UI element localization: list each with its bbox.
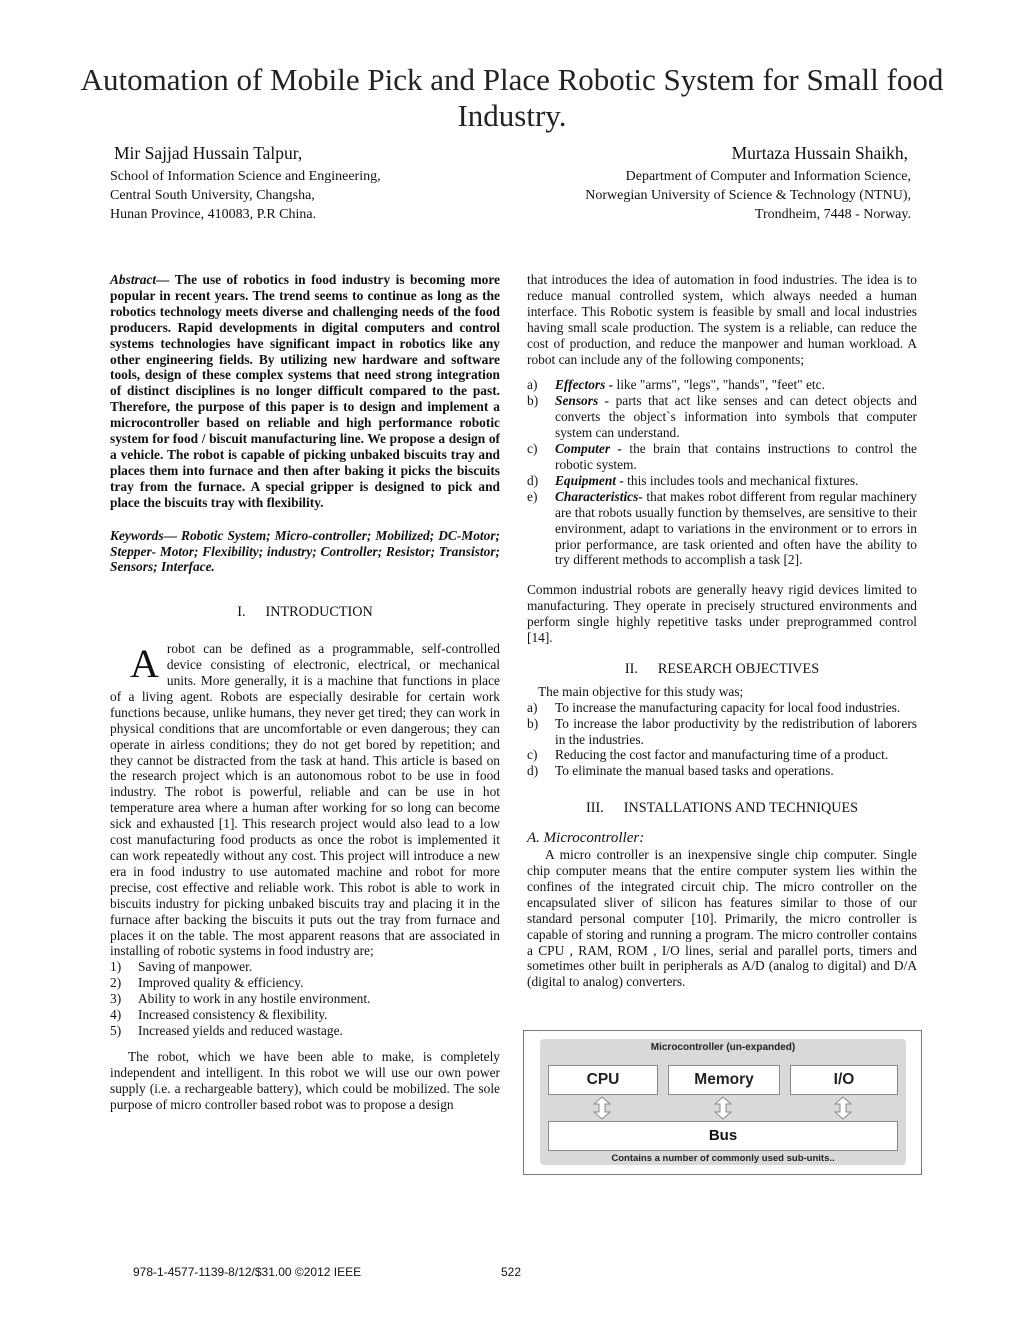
- component-text: that makes robot different from regular machinery are that robots usually function by themselves, are sensitive to their environment, adapt to variations in the environment or to errors in prior performance, are task oriented and often have the ability to try different methods to accomplish a task [2].: [555, 488, 917, 568]
- list-item: [527, 747, 917, 763]
- list-item: [527, 489, 917, 569]
- list-item: [110, 975, 500, 991]
- double-arrow-icon: [593, 1096, 611, 1120]
- intro-text: robot can be defined as a programmable, self-controlled device consisting of electronic, electrical, or mechanical units. More generally, it is a machine that functions in place of a living agent. Robots are especially desirable for certain work functions because, unlike humans, they never get tired; they can work in physical conditions that are uncomfortable or even dangerous; they can operate in airless conditions; they do not get bored by repetition; and they cannot be distracted from the task at hand. This article is based on the research project which is an autonomous robot to be use in food industry. The robot is powerful, reliable and can be use in hot temperature area where a human after working for so long can become sick and exhausted [1]. This research project would also lead to a low cost manufacturing food products as once the robot is implemented it can work repeatedly without any cost. This project will introduce a new era in food industry to use automated machine and robot for more precise, cost effective and reliable work. This robot is able to work in biscuits industry for picking unbaked biscuits tray and placing it in the furnace after backing the biscuits it puts out the tray from furnace and places it on the table. The most apparent reasons that are associated in installing of robotic systems in food industry are;: [110, 641, 500, 959]
- list-item: [527, 393, 917, 441]
- components-list: [527, 377, 917, 568]
- figure-caption: Contains a number of commonly used sub-units..: [611, 1153, 835, 1164]
- keywords-label: Keywords—: [110, 527, 177, 543]
- section-number: III.: [586, 800, 604, 817]
- section-title: INSTALLATIONS AND TECHNIQUES: [623, 800, 858, 817]
- objectives-intro: The main objective for this study was;: [538, 683, 744, 699]
- list-item: [110, 1007, 500, 1023]
- section-heading: [527, 662, 917, 678]
- abstract-label: Abstract—: [110, 272, 170, 287]
- footer-isbn: 978-1-4577-1139-8/12/$31.00 ©2012 IEEE: [133, 1265, 362, 1279]
- reasons-list: [110, 959, 500, 1039]
- section-heading: [110, 605, 500, 621]
- section-title: RESEARCH OBJECTIVES: [657, 660, 820, 677]
- list-item: [527, 377, 917, 393]
- author1-affiliation: [110, 167, 381, 224]
- list-item: [110, 1023, 500, 1039]
- component-term: Effectors -: [555, 377, 614, 393]
- list-text: Improved quality & efficiency.: [138, 975, 304, 991]
- list-label: a): [527, 699, 538, 715]
- component-text: parts that act like senses and can detect objects and converts the object`s information into symbols that computer system can understand.: [555, 393, 917, 441]
- list-label: c): [527, 441, 538, 457]
- list-item: [110, 991, 500, 1007]
- list-text: To increase the labor productivity by the redistribution of laborers in the industries.: [555, 715, 917, 747]
- figure-heading: Microcontroller (un-expanded): [650, 1042, 796, 1053]
- component-text: like "arms", "legs", "hands", "feet" etc.: [613, 377, 825, 393]
- list-item: [527, 716, 917, 748]
- keywords: [110, 528, 500, 576]
- list-item: [527, 441, 917, 473]
- list-text: Reducing the cost factor and manufacturing time of a product.: [555, 747, 889, 763]
- list-text: Increased consistency & flexibility.: [138, 1007, 328, 1023]
- io-box: I/O: [790, 1065, 898, 1095]
- list-item: [527, 700, 917, 716]
- page-number: 522: [501, 1265, 522, 1279]
- section-title: INTRODUCTION: [265, 604, 373, 621]
- aff-line: Hunan Province, 410083, P.R China.: [110, 207, 317, 222]
- author2-affiliation: [585, 167, 911, 224]
- list-text: Ability to work in any hostile environment.: [138, 991, 371, 1007]
- list-label: 1): [110, 959, 122, 975]
- list-text: To increase the manufacturing capacity for local food industries.: [555, 699, 901, 715]
- bus-box: Bus: [548, 1121, 898, 1151]
- list-label: b): [527, 393, 539, 409]
- abstract-text: The use of robotics in food industry is becoming more popular in recent years. The trend seems to continue as long as the robotics technology meets diverse and challenging needs of the food producers. Rapid developments in digital computers and control systems technologies have significant impact in robotics like any other engineering fields. By utilizing new hardware and software tools, design of these complex systems that need strong integration of distinct disciplines is no longer difficult compared to the past. Therefore, the purpose of this paper is to design and implement a microcontroller based on reliable and high performance robotic system for food / biscuit manufacturing line. We propose a design of a vehicle. The robot is capable of picking unbaked biscuits tray and places them into furnace and then after baking it picks the biscuits tray from the furnace. A special gripper is designed to pick and place the biscuits tray with flexibility.: [110, 272, 500, 510]
- section-number: II.: [624, 660, 638, 677]
- double-arrow-icon: [834, 1096, 852, 1120]
- list-label: 3): [110, 991, 122, 1007]
- section-number: I.: [237, 604, 246, 621]
- memory-box: Memory: [668, 1065, 780, 1095]
- aff-line: Trondheim, 7448 - Norway.: [754, 207, 911, 222]
- list-text: Saving of manpower.: [138, 959, 253, 975]
- paragraph-industrial-robots: Common industrial robots are generally heavy rigid devices limited to manufacturing. They operate in precisely structured environments and perform single highly repetitive tasks under preprogrammed control [14].: [527, 582, 917, 646]
- list-label: e): [527, 488, 538, 504]
- section-heading: [527, 801, 917, 817]
- microcontroller-paragraph: A micro controller is an inexpensive single chip computer. Single chip computer means that the entire computer system lies within the confines of the integrated circuit chip. The micro controller on the encapsulated sliver of silicon has features similar to those of our standard personal computer [10]. Primarily, the micro controller is capable of storing and running a program. The micro controller contains a CPU , RAM, ROM , I/O lines, serial and parallel ports, timers and sometimes other built in peripherals as A/D (analog to digital) and D/A (digital to analog) converters.: [527, 847, 917, 990]
- component-term: Equipment -: [555, 472, 624, 488]
- list-item: [527, 473, 917, 489]
- paragraph-continued: that introduces the idea of automation in food industries. The idea is to reduce manual controlled system, which always needed a human interface. This Robotic system is feasible by small and local industries having small scale production. The system is a reliable, can reduce the cost of production, and reduce the manpower and human workload. A robot can include any of the following components;: [527, 272, 917, 367]
- component-text: the brain that contains instructions to control the robotic system.: [555, 441, 917, 472]
- list-label: 2): [110, 975, 122, 991]
- objectives-list: [527, 700, 917, 780]
- aff-line: Department of Computer and Information Science,: [625, 169, 911, 184]
- subsection-heading: A. Microcontroller:: [527, 830, 645, 847]
- intro-paragraph: [110, 641, 500, 959]
- author2-name: Murtaza Hussain Shaikh,: [731, 143, 908, 163]
- list-text: Increased yields and reduced wastage.: [138, 1022, 343, 1038]
- right-column: [527, 272, 917, 990]
- drop-cap: A: [130, 641, 159, 687]
- component-term: Computer -: [555, 441, 622, 457]
- list-label: a): [527, 377, 538, 393]
- list-item: [110, 959, 500, 975]
- list-label: b): [527, 715, 539, 731]
- aff-line: School of Information Science and Engineering,: [110, 169, 381, 184]
- list-label: c): [527, 747, 538, 763]
- list-item: [527, 763, 917, 779]
- list-text: To eliminate the manual based tasks and operations.: [555, 763, 834, 779]
- list-label: 5): [110, 1022, 122, 1038]
- list-label: d): [527, 763, 539, 779]
- list-label: d): [527, 472, 539, 488]
- left-column: [110, 272, 500, 1113]
- keywords-text: Robotic System; Micro-controller; Mobilized; DC-Motor; Stepper- Motor; Flexibility; industry; Controller; Resistor; Transistor; Sensors; Interface.: [110, 527, 500, 575]
- aff-line: Norwegian University of Science & Technology (NTNU),: [585, 188, 911, 203]
- paper-title: Automation of Mobile Pick and Place Robotic System for Small food Industry.: [80, 62, 944, 133]
- list-label: 4): [110, 1007, 122, 1023]
- aff-line: Central South University, Changsha,: [110, 188, 315, 203]
- microcontroller-figure: [523, 1030, 922, 1175]
- figure-panel: [540, 1039, 906, 1165]
- cpu-box: CPU: [548, 1065, 658, 1095]
- abstract: [110, 272, 500, 511]
- double-arrow-icon: [714, 1096, 732, 1120]
- intro-paragraph-2: The robot, which we have been able to make, is completely independent and intelligent. In this robot we will use our own power supply (i.e. a rechargeable battery), which could be mobilized. The sole purpose of micro controller based robot was to propose a design: [110, 1048, 500, 1112]
- author1-name: Mir Sajjad Hussain Talpur,: [114, 143, 303, 163]
- component-text: this includes tools and mechanical fixtures.: [623, 472, 859, 488]
- component-term: Sensors -: [555, 393, 610, 409]
- component-term: Characteristics-: [555, 488, 643, 504]
